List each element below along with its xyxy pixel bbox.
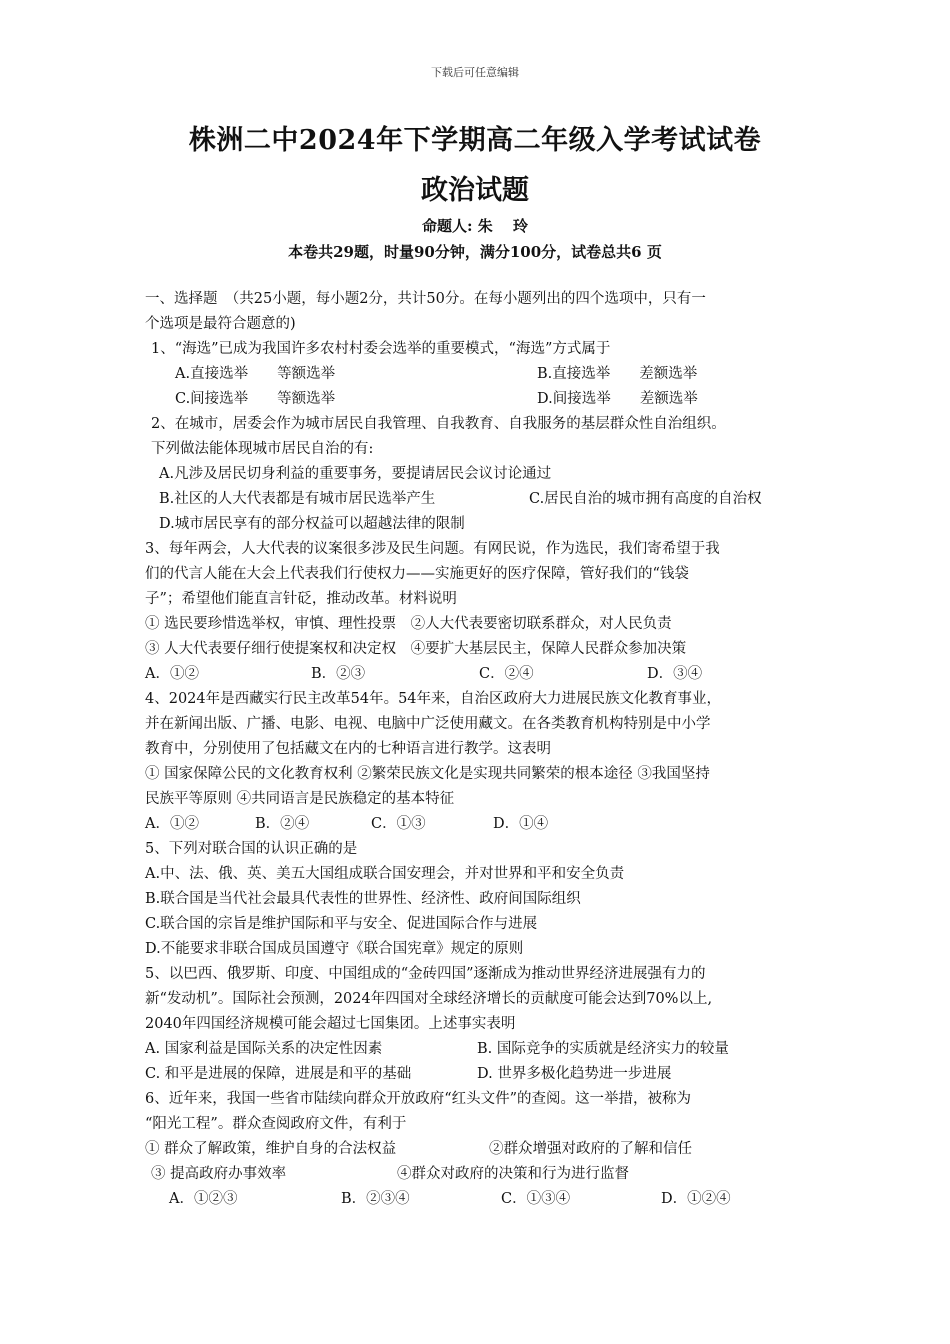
q6-statements-34	[145, 1162, 815, 1187]
q4-statements: ① 国家保障公民的文化教育权利 ②繁荣民族文化是实现共同繁荣的根本途径 ③我国坚持	[145, 766, 710, 782]
q2-stem-cont: 下列做法能体现城市居民自治的有:	[151, 441, 374, 457]
exam-info: 本卷共29题，时量90分钟，满分100分，试卷总共6 页	[288, 243, 662, 261]
q4-stem: 4、2024年是西藏实行民主改革54年。54年来，自治区政府大力进展民族文化教育事业，	[145, 691, 722, 707]
q6-options	[145, 1187, 815, 1212]
q1-option-d: D.间接选举 差额选举	[537, 391, 698, 407]
q4-option-d: D．①④	[493, 816, 549, 832]
q2-options-row	[145, 487, 815, 512]
q2-option-a: A.凡涉及居民切身利益的重要事务，要提请居民会议讨论通过	[159, 466, 552, 482]
q5b-options-row2	[145, 1062, 815, 1087]
q5-option-b: B.联合国是当代社会最具代表性的世界性、经济性、政府间国际组织	[145, 891, 581, 907]
q3-stem-cont: 们的代言人能在大会上代表我们行使权力——实施更好的医疗保障，管好我们的“钱袋	[145, 566, 689, 582]
q6-statement-3: ③ 提高政府办事效率	[151, 1166, 287, 1182]
q5b-option-d: D. 世界多极化趋势进一步进展	[477, 1066, 672, 1082]
q5b-stem: 5、以巴西、俄罗斯、印度、中国组成的“金砖四国”逐渐成为推动世界经济进展强有力的	[145, 966, 706, 982]
q5b-options-row1	[145, 1037, 815, 1062]
q4-options	[145, 812, 815, 837]
q5-option-c: C.联合国的宗旨是维护国际和平与安全、促进国际合作与进展	[145, 916, 538, 932]
q5b-stem-cont2: 2040年四国经济规模可能会超过七国集团。上述事实表明	[145, 1016, 516, 1032]
q6-option-a: A．①②③	[169, 1191, 238, 1207]
q5b-option-b: B. 国际竞争的实质就是经济实力的较量	[477, 1041, 729, 1057]
q1-option-a: A.直接选举 等额选举	[175, 366, 336, 382]
q4-stem-cont: 并在新闻出版、广播、电影、电视、电脑中广泛使用藏文。在各类教育机构特别是中小学	[145, 716, 711, 732]
q3-option-d: D．③④	[647, 666, 703, 682]
q1-option-c: C.间接选举 等额选举	[175, 391, 336, 407]
q1-option-b: B.直接选举 差额选举	[537, 366, 698, 382]
exam-author: 命题人: 朱 玲	[422, 217, 528, 235]
q2-stem: 2、在城市，居委会作为城市居民自我管理、自我教育、自我服务的基层群众性自治组织。	[151, 416, 726, 432]
q3-option-a: A．①②	[145, 666, 199, 682]
q3-stem: 3、每年两会，人大代表的议案很多涉及民生问题。有网民说，作为选民，我们寄希望于我	[145, 541, 720, 557]
q6-stem-cont: “阳光工程”。群众查阅政府文件，有利于	[145, 1116, 407, 1132]
q5b-stem-cont: 新“发动机”。国际社会预测，2024年四国对全球经济增长的贡献度可能会达到70%以上,	[145, 991, 713, 1007]
section-heading: 一、选择题 （共25小题，每小题2分，共计50分。在每小题列出的四个选项中，只有一	[145, 291, 706, 307]
q3-statements-12: ① 选民要珍惜选举权，审慎、理性投票 ②人大代表要密切联系群众，对人民负责	[145, 616, 672, 632]
q1-options-row2	[145, 387, 815, 412]
q6-option-b: B．②③④	[341, 1191, 410, 1207]
q1-options-row1	[145, 362, 815, 387]
exam-content	[145, 287, 815, 1212]
q6-statement-2: ②群众增强对政府的了解和信任	[489, 1141, 692, 1157]
q6-statement-4: ④群众对政府的决策和行为进行监督	[397, 1166, 629, 1182]
q3-option-b: B．②③	[311, 666, 366, 682]
q5-option-d: D.不能要求非联合国成员国遵守《联合国宪章》规定的原则	[145, 941, 524, 957]
q5b-option-c: C. 和平是进展的保障，进展是和平的基础	[145, 1066, 412, 1082]
q5-stem: 5、下列对联合国的认识正确的是	[145, 841, 358, 857]
q6-option-c: C．①③④	[501, 1191, 571, 1207]
q5b-option-a: A. 国家利益是国际关系的决定性因素	[145, 1041, 383, 1057]
header-note: 下载后可任意编辑	[431, 66, 519, 79]
q4-stem-cont2: 教育中，分别使用了包括藏文在内的七种语言进行教学。这表明	[145, 741, 551, 757]
q5-option-a: A.中、法、俄、英、美五大国组成联合国安理会，并对世界和平和安全负责	[145, 866, 625, 882]
q4-statements-cont: 民族平等原则 ④共同语言是民族稳定的基本特征	[145, 791, 455, 807]
q4-option-b: B．②④	[255, 816, 310, 832]
q4-option-c: C．①③	[371, 816, 426, 832]
q2-option-c: C.居民自治的城市拥有高度的自治权	[529, 491, 762, 507]
exam-title: 株洲二中2024年下学期高二年级入学考试试卷	[188, 125, 762, 156]
q6-stem: 6、近年来，我国一些省市陆续向群众开放政府“红头文件”的查阅。这一举措，被称为	[145, 1091, 692, 1107]
q3-stem-cont2: 子”；希望他们能直言针砭，推动改革。材料说明	[145, 591, 457, 607]
q6-option-d: D．①②④	[661, 1191, 731, 1207]
q3-statements-34: ③ 人大代表要仔细行使提案权和决定权 ④要扩大基层民主，保障人民群众参加决策	[145, 641, 687, 657]
q3-option-c: C．②④	[479, 666, 534, 682]
q6-statement-1: ① 群众了解政策，维护自身的合法权益	[145, 1141, 397, 1157]
q3-options	[145, 662, 815, 687]
exam-subtitle: 政治试题	[421, 175, 529, 206]
q4-option-a: A．①②	[145, 816, 199, 832]
q1-stem: 1、“海选”已成为我国许多农村村委会选举的重要模式，“海选”方式属于	[151, 341, 611, 357]
q6-statements-12	[145, 1137, 815, 1162]
q2-option-d: D.城市居民享有的部分权益可以超越法律的限制	[159, 516, 465, 532]
section-heading-cont: 个选项是最符合题意的)	[145, 316, 296, 332]
q2-option-b: B.社区的人大代表都是有城市居民选举产生	[159, 491, 436, 507]
